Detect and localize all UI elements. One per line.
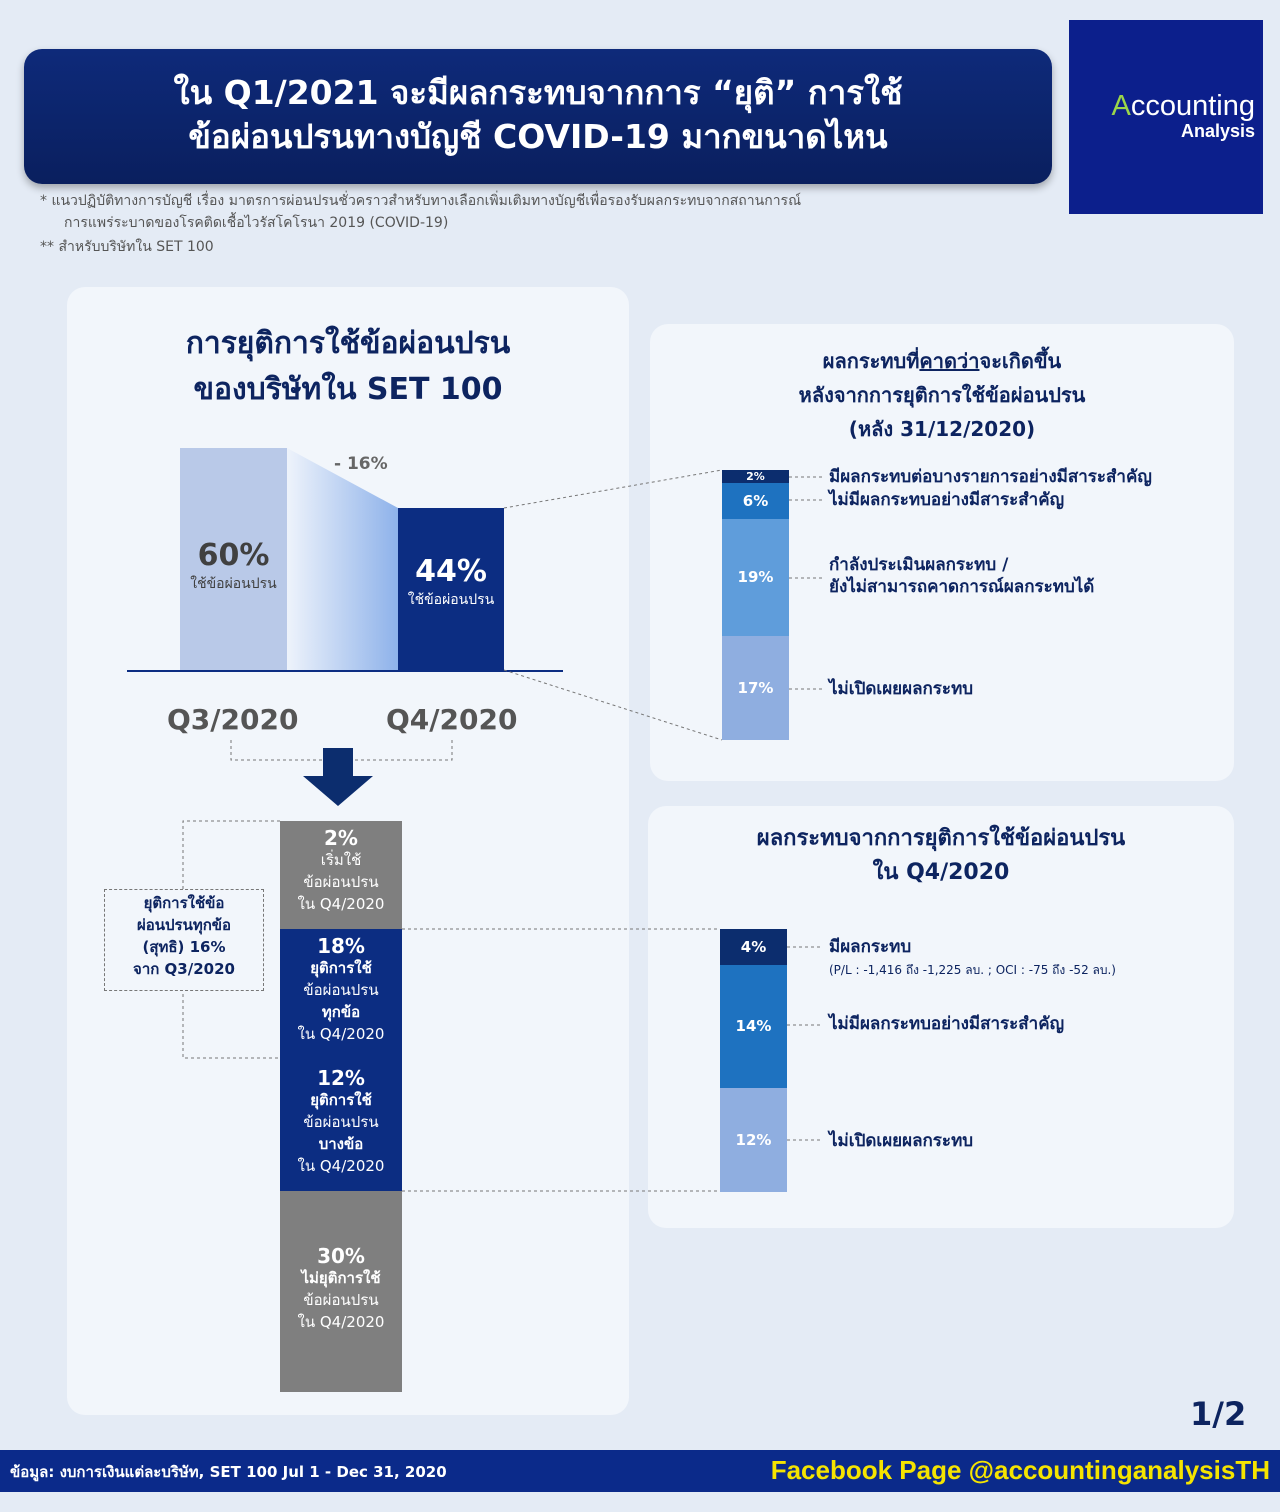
footnote-1b: การแพร่ระบาดของโรคติดเชื้อไวรัสโคโรนา 2019 (COVID-19) (64, 215, 449, 231)
rt-segment-no-material: 6% (722, 483, 789, 519)
segment-discontinue-all: 18% ยุติการใช้ ข้อผ่อนปรน ทุกข้อ ใน Q4/2020 (280, 929, 402, 1059)
rt-segment-not-disclosed: 17% (722, 636, 789, 740)
rt-label-assessing: กำลังประเมินผลกระทบ / ยังไม่สามารถคาดการณ์ผลกระทบได้ (829, 555, 1095, 597)
q3-axis-label: Q3/2020 (167, 703, 299, 736)
change-label: - 16% (334, 454, 388, 474)
segment-discontinue-some: 12% ยุติการใช้ ข้อผ่อนปรน บางข้อ ใน Q4/2020 (280, 1059, 402, 1191)
rb-segment-impact: 4% (720, 929, 787, 965)
q4-axis-label: Q4/2020 (386, 703, 518, 736)
q4-label: ใช้ข้อผ่อนปรน (407, 592, 495, 608)
logo-main-text: Accounting (1111, 90, 1255, 122)
rb-segment-no-material: 14% (720, 965, 787, 1088)
down-arrow-icon (303, 748, 373, 806)
title-line-2: ข้อผ่อนปรนทางบัญชี COVID-19 มากขนาดไหน (188, 117, 888, 156)
page-number: 1/2 (1190, 1395, 1247, 1433)
rt-label-no-material: ไม่มีผลกระทบอย่างมีสาระสำคัญ (829, 490, 1065, 510)
rt-label-material: มีผลกระทบต่อบางรายการอย่างมีสาระสำคัญ (829, 467, 1152, 487)
title-line-1: ใน Q1/2021 จะมีผลกระทบจากการ “ยุติ” การใช้ (173, 73, 903, 112)
rb-label-no-material: ไม่มีผลกระทบอย่างมีสาระสำคัญ (829, 1014, 1065, 1034)
rt-label-not-disclosed: ไม่เปิดเผยผลกระทบ (829, 679, 974, 699)
rb-label-impact-detail: (P/L : -1,416 ถึง -1,225 ลบ. ; OCI : -75 ถึง -52 ลบ.) (829, 963, 1116, 977)
rb-segment-not-disclosed: 12% (720, 1088, 787, 1192)
left-panel-title: การยุติการใช้ข้อผ่อนปรน ของบริษัทใน SET 100 (185, 326, 511, 407)
segment-start-use: 2% เริ่มใช้ ข้อผ่อนปรน ใน Q4/2020 (280, 821, 402, 929)
segment-not-discontinue: 30% ไม่ยุติการใช้ ข้อผ่อนปรน ใน Q4/2020 (280, 1191, 402, 1392)
net-discontinue-box: ยุติการใช้ข้อ ผ่อนปรนทุกข้อ (สุทธิ) 16% จาก Q3/2020 (104, 889, 264, 991)
footer-source: ข้อมูล: งบการเงินแต่ละบริษัท, SET 100 Jul 1 - Dec 31, 2020 (10, 1463, 447, 1481)
bar-q3-2020 (180, 448, 287, 670)
rt-segment-material: 2% (722, 470, 789, 483)
q4-pct: 44% (415, 554, 487, 589)
footnote-1: * แนวปฏิบัติทางการบัญชี เรื่อง มาตรการผ่อนปรนชั่วคราวสำหรับทางเลือกเพิ่มเติมทางบัญชีเพื่อรองรับผลกระทบจากสถานการณ์ (40, 193, 802, 209)
bar-q4-2020 (398, 508, 504, 670)
q3-pct: 60% (197, 538, 270, 573)
q3-label: ใช้ข้อผ่อนปรน (190, 576, 277, 592)
footer-facebook-link[interactable]: Facebook Page @accountinganalysisTH (770, 1455, 1270, 1485)
logo-sub-text: Analysis (1180, 121, 1255, 141)
rb-label-not-disclosed: ไม่เปิดเผยผลกระทบ (829, 1131, 974, 1151)
right-top-title: ผลกระทบที่คาดว่าจะเกิดขึ้น หลังจากการยุติการใช้ข้อผ่อนปรน (หลัง 31/12/2020) (798, 349, 1086, 441)
decline-wedge (287, 448, 398, 670)
right-bottom-title: ผลกระทบจากการยุติการใช้ข้อผ่อนปรน ใน Q4/2020 (756, 826, 1126, 885)
rt-segment-assessing: 19% (722, 519, 789, 636)
rb-label-impact: มีผลกระทบ (829, 937, 912, 957)
footnote-2: ** สำหรับบริษัทใน SET 100 (40, 239, 214, 255)
